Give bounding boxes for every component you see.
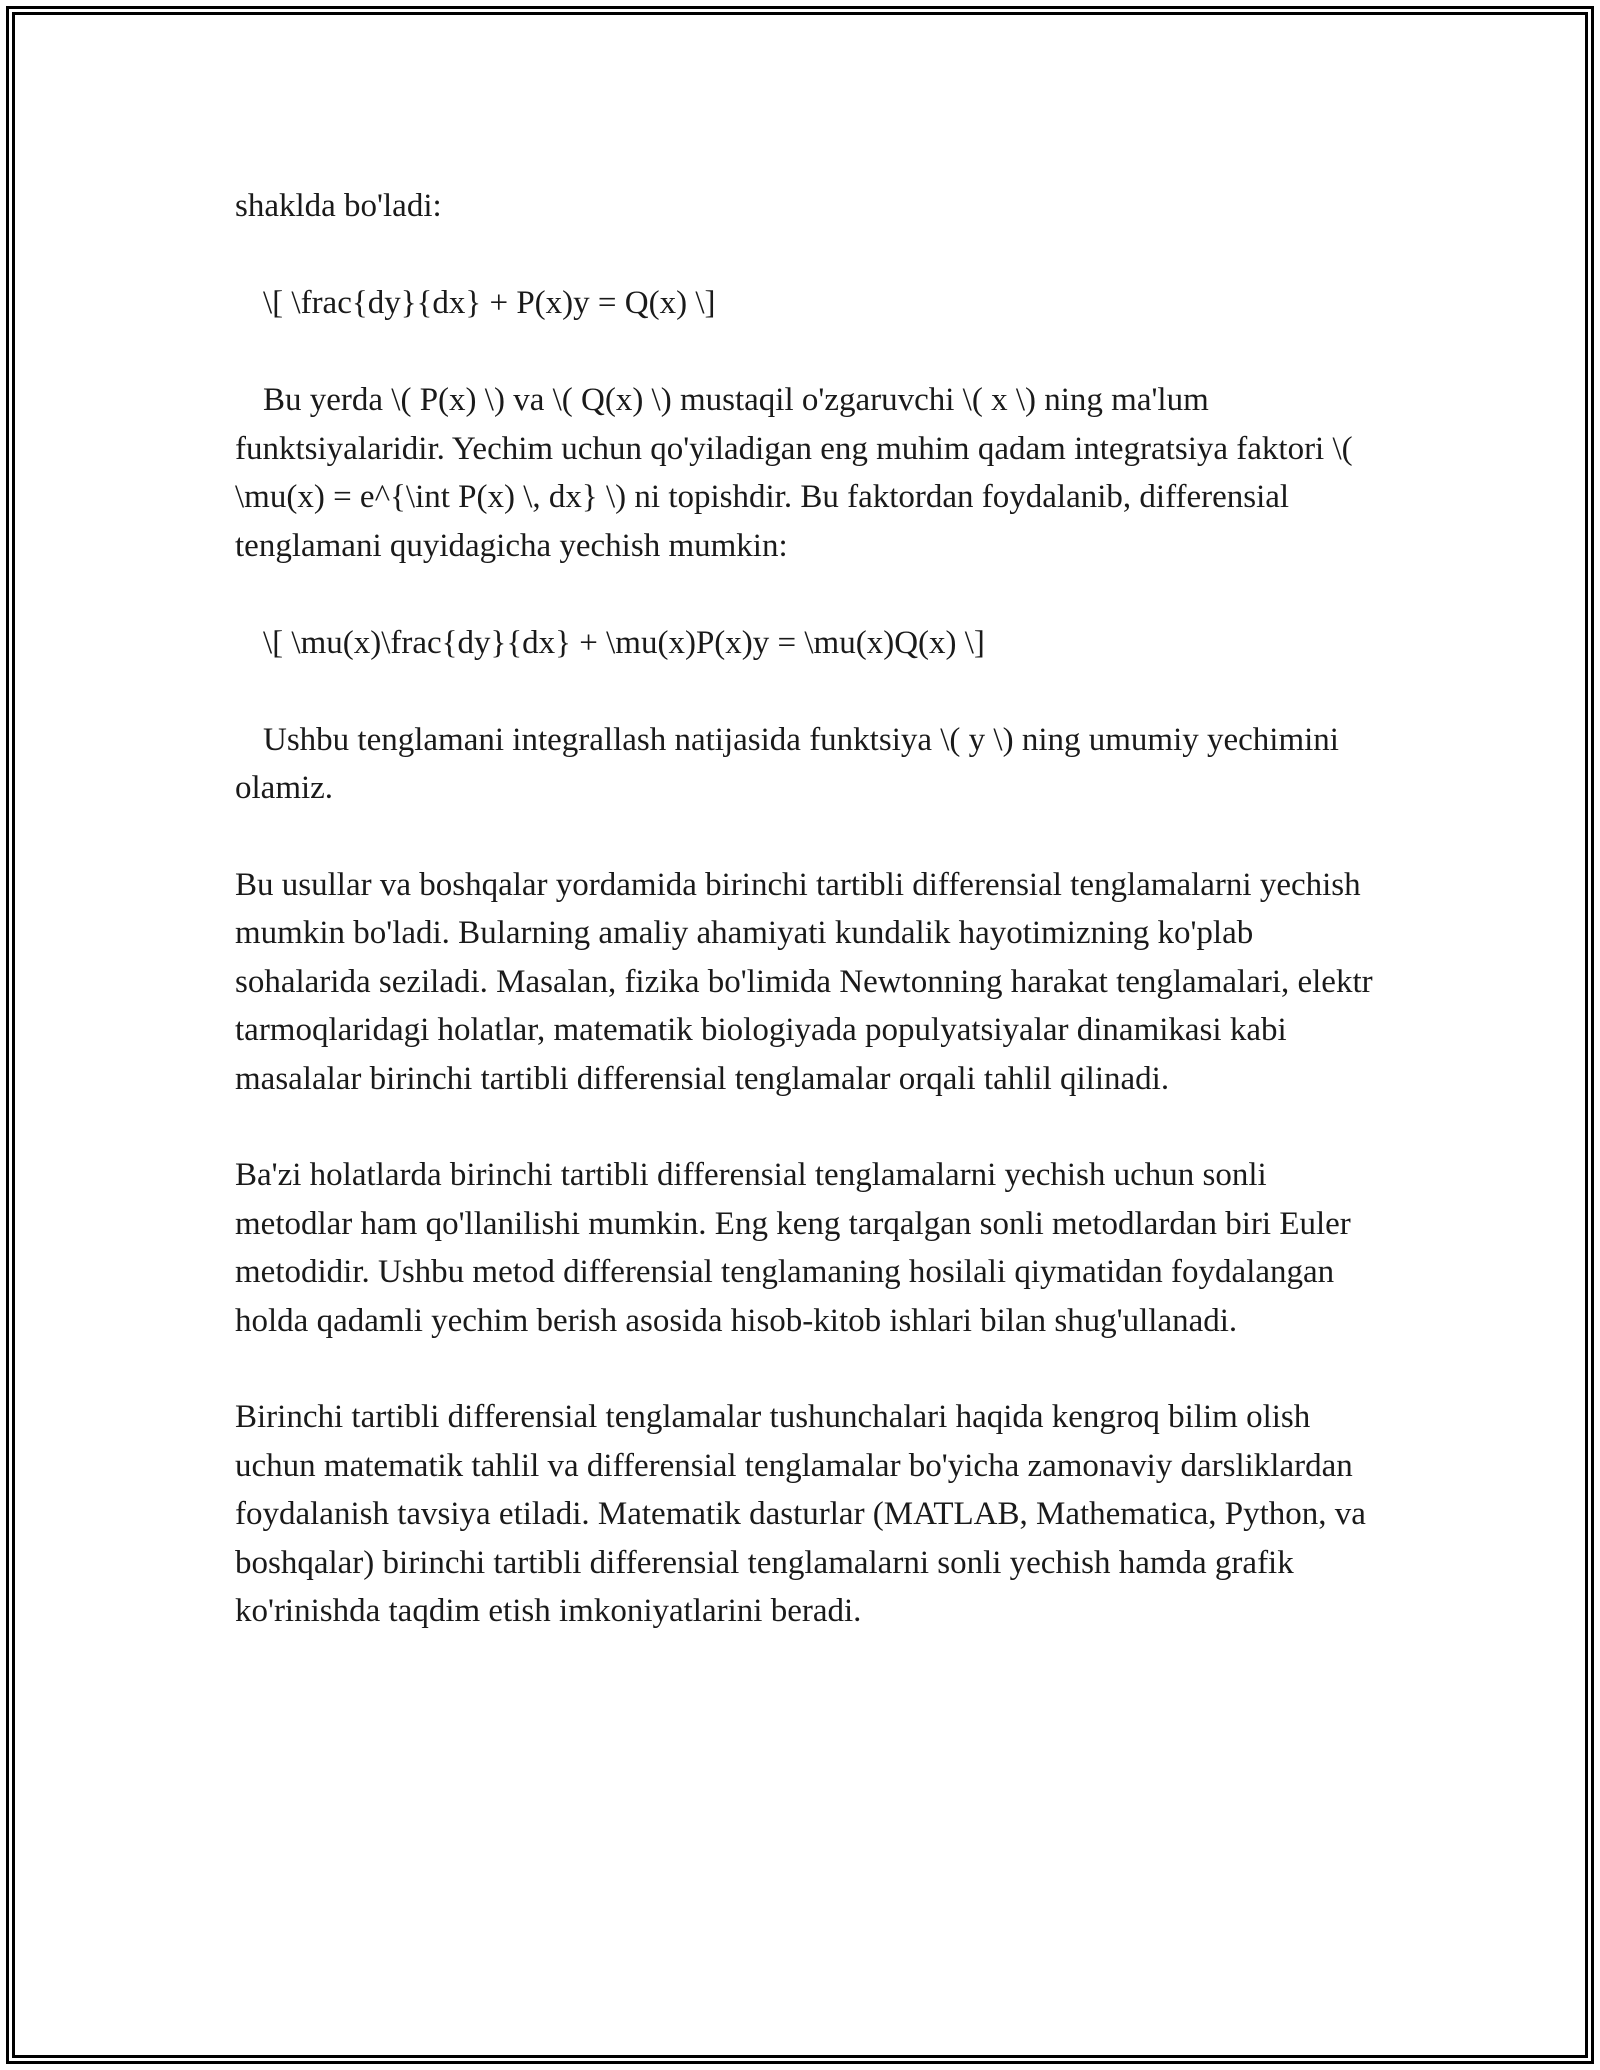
spacer [235,1103,1375,1151]
spacer [235,813,1375,861]
spacer [235,667,1375,716]
paragraph-integrating-factor: Bu yerda \( P(x) \) va \( Q(x) \) mustaqil o'zgaruvchi \( x \) ning ma'lum funktsiyalaridir. Yechim uchun qo'yiladigan eng muhim qadam integratsiya faktori \( \mu(x) = e^{\int P(x) \, dx} \) ni topishdir. Bu faktordan foydalanib, differensial tenglamani quyidagicha yechish mumkin: [235,382,1353,564]
equation-linear-ode: \[ \frac{dy}{dx} + P(x)y = Q(x) \] [263,285,716,321]
paragraph-applications: Bu usullar va boshqalar yordamida birinchi tartibli differensial tenglamalarni yechish mumkin bo'ladi. Bularning amaliy ahamiyati kundalik hayotimizning ko'plab sohalarida seziladi. Masalan, fizika bo'limida Newtonning harakat tenglamalari, elektr tarmoqlaridagi holatlar, matematik biologiyada populyatsiyalar dinamikasi kabi masalalar birinchi tartibli differensial tenglamalar orqali tahlil qilinadi. [235,866,1373,1097]
paragraph-recommendations: Birinchi tartibli differensial tenglamalar tushunchalari haqida kengroq bilim olish uchun matematik tahlil va differensial tenglamalar bo'yicha zamonaviy darsliklardan foydalanish tavsiya etiladi. Matematik dasturlar (MATLAB, Mathematica, Python, va boshqalar) birinchi tartibli differensial tenglamalarni sonli yechish hamda grafik ko'rinishda taqdim etish imkoniyatlarini beradi. [235,1399,1366,1629]
spacer [235,1345,1375,1393]
spacer [235,570,1375,619]
spacer [235,231,1375,280]
document-body [235,182,1375,1636]
paragraph-numerical-methods: Ba'zi holatlarda birinchi tartibli differensial tenglamalarni yechish uchun sonli metodlar ham qo'llanilishi mumkin. Eng keng tarqalgan sonli metodlardan biri Euler metodidir. Ushbu metod differensial tenglamaning hosilali qiymatidan foydalangan holda qadamli yechim berish asosida hisob-kitob ishlari bilan shug'ullanadi. [235,1157,1351,1339]
equation-multiplied: \[ \mu(x)\frac{dy}{dx} + \mu(x)P(x)y = \mu(x)Q(x) \] [263,624,985,661]
spacer [235,328,1375,377]
paragraph-intro: shakldа bo'ladi: [235,188,442,224]
paragraph-general-solution: Ushbu tenglamani integrallash natijasida funktsiya \( y \) ning umumiy yechimini olamiz. [235,721,1339,806]
